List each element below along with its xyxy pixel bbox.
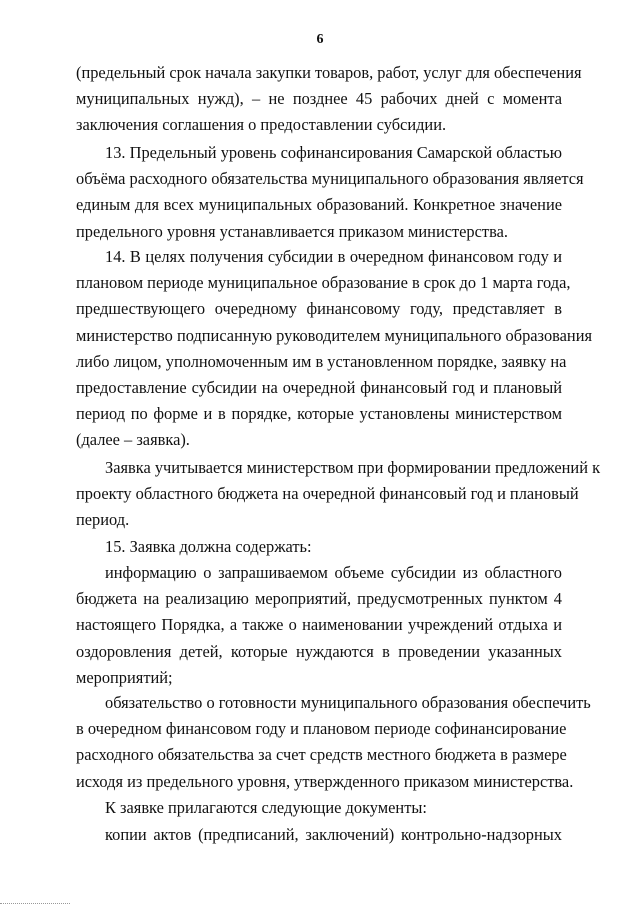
text-line: единым для всех муниципальных образований. Конкретное значение [76, 195, 562, 215]
text-line: проекту областного бюджета на очередной финансовый год и плановый [76, 484, 579, 504]
text-line: заключения соглашения о предоставлении субсидии. [76, 115, 447, 135]
text-line: предшествующего очередному финансовому году, представляет в [76, 299, 562, 319]
paragraph-information [76, 560, 562, 691]
text-line: настоящего Порядка, а также о наименовании учреждений отдыха и [76, 615, 562, 635]
text-line: бюджета на реализацию мероприятий, предусмотренных пунктом 4 [76, 589, 562, 609]
text-line: (далее – заявка). [76, 430, 190, 450]
paragraph-15 [76, 534, 562, 560]
text-line: министерство подписанную руководителем муниципального образования [76, 325, 593, 345]
text-line: информацию о запрашиваемом объеме субсидии из областного [105, 563, 562, 582]
paragraph-copies [76, 822, 562, 848]
text-line: исходя из предельного уровня, утвержденного приказом министерства. [76, 771, 574, 791]
text-line: расходного обязательства за счет средств местного бюджета в размере [76, 745, 567, 765]
paragraph-obligation [76, 690, 591, 795]
paragraph-attachments [76, 795, 562, 821]
text-line: оздоровления детей, которые нуждаются в проведении указанных [76, 641, 562, 661]
text-line: мероприятий; [76, 667, 173, 687]
text-line: копии актов (предписаний, заключений) контрольно-надзорных [105, 825, 562, 844]
text-line: период. [76, 510, 130, 530]
text-line: Заявка учитывается министерством при формировании предложений к [105, 458, 601, 477]
text-line: муниципальных нужд), – не позднее 45 рабочих дней с момента [76, 89, 562, 109]
text-line: 15. Заявка должна содержать: [105, 537, 312, 556]
text-line: предельного уровня устанавливается приказом министерства. [76, 221, 508, 241]
text-line: либо лицом, уполномоченным им в установленном порядке, заявку на [76, 351, 567, 371]
text-line: 13. Предельный уровень софинансирования Самарской областью [105, 143, 562, 162]
paragraph-application-consideration [76, 455, 601, 534]
page-number: 6 [316, 32, 324, 47]
text-line: предоставление субсидии на очередной финансовый год и плановый [76, 378, 562, 398]
text-line: объёма расходного обязательства муниципального образования является [76, 169, 584, 189]
text-line: плановом периоде муниципальное образование в срок до 1 марта года, [76, 273, 571, 293]
text-line: период по форме и в порядке, которые установлены министерством [76, 404, 562, 424]
text-line: К заявке прилагаются следующие документы: [105, 798, 427, 817]
paragraph-14 [76, 244, 593, 454]
text-line: обязательство о готовности муниципального образования обеспечить [105, 693, 591, 712]
text-line: (предельный срок начала закупки товаров, работ, услуг для обеспечения [76, 63, 582, 82]
text-line: в очередном финансовом году и плановом периоде софинансирование [76, 719, 567, 739]
text-line: 14. В целях получения субсидии в очередном финансовом году и [105, 247, 562, 266]
paragraph-procurement-deadline [76, 60, 582, 139]
paragraph-13 [76, 140, 584, 245]
